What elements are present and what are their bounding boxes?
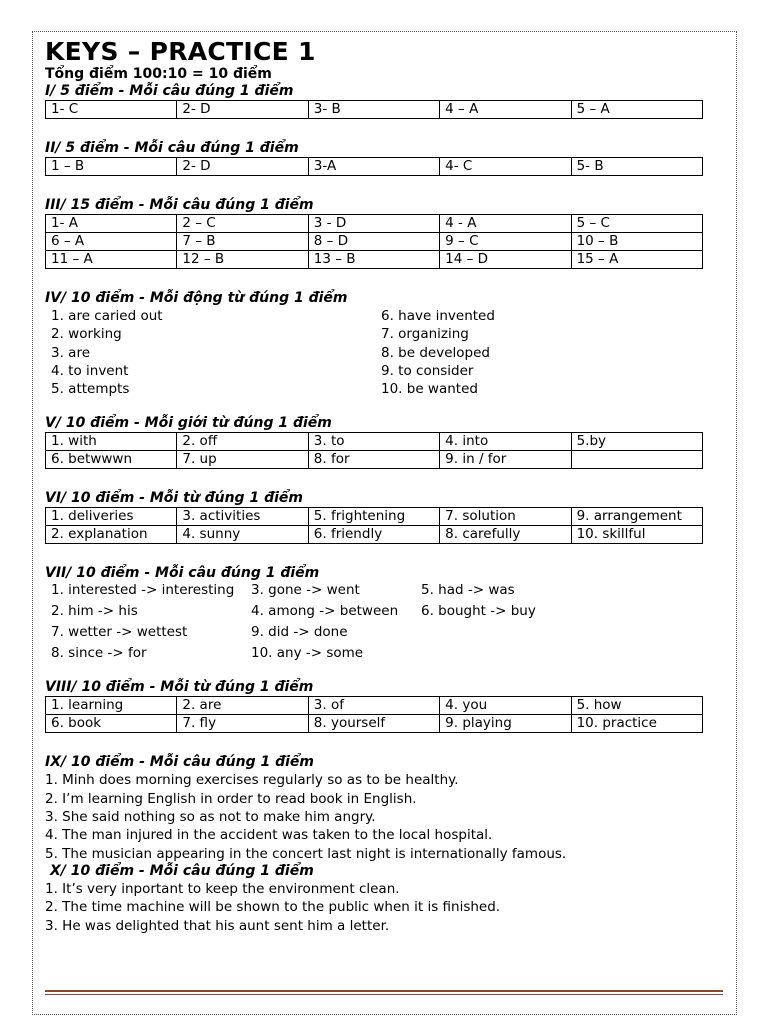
answer-cell: 9. playing — [440, 715, 571, 733]
answer-cell: 11 – A — [46, 251, 177, 269]
section-2-heading: II/ 5 điểm - Mỗi câu đúng 1 điểm — [45, 140, 299, 156]
list-item: 10. any -> some — [251, 645, 364, 662]
answer-cell: 10. practice — [571, 715, 702, 733]
list-item: 7. wetter -> wettest — [51, 624, 188, 641]
list-item: 3. gone -> went — [251, 582, 360, 599]
answer-cell: 10 – B — [571, 233, 702, 251]
answer-cell: 13 – B — [308, 251, 439, 269]
answer-cell: 3 - D — [308, 215, 439, 233]
answer-cell: 4. into — [440, 433, 571, 451]
answer-cell: 1. learning — [46, 697, 177, 715]
list-item — [421, 645, 621, 662]
list-item — [421, 624, 621, 641]
answer-cell: 4. you — [440, 697, 571, 715]
list-item: 6. bought -> buy — [421, 603, 536, 620]
answer-cell: 5 – C — [571, 215, 702, 233]
answer-cell: 1. with — [46, 433, 177, 451]
list-item: 1. are caried out — [51, 308, 163, 324]
list-item: 7. organizing — [381, 326, 469, 343]
list-item: 1. Minh does morning exercises regularly so as to be healthy. — [45, 772, 459, 789]
section-9-answers — [45, 771, 705, 862]
answer-cell: 1- C — [46, 101, 177, 119]
answer-cell: 4. sunny — [177, 526, 308, 544]
answer-cell: 8. yourself — [308, 715, 439, 733]
answer-cell: 4 – A — [440, 101, 571, 119]
answer-cell: 2 – C — [177, 215, 308, 233]
table-row — [46, 233, 703, 251]
section-5-table — [45, 432, 703, 469]
answer-cell: 7. fly — [177, 715, 308, 733]
section-6-table — [45, 507, 703, 544]
list-item: 5. had -> was — [421, 582, 515, 599]
answer-cell: 2. explanation — [46, 526, 177, 544]
answer-cell: 7 – B — [177, 233, 308, 251]
table-row — [46, 101, 703, 119]
list-item: 6. have invented — [381, 308, 495, 324]
table-row — [46, 215, 703, 233]
list-item: 1. interested -> interesting — [51, 582, 235, 599]
list-item: 2. The time machine will be shown to the public when it is finished. — [45, 899, 501, 916]
answer-cell: 6. betwwwn — [46, 451, 177, 469]
answer-cell: 3. of — [308, 697, 439, 715]
list-item: 4. to invent — [51, 362, 129, 379]
list-item: 9. did -> done — [251, 624, 348, 641]
list-item: 5. The musician appearing in the concert last night is internationally famous. — [45, 845, 567, 862]
answer-cell: 5- B — [571, 158, 702, 176]
answer-cell: 9 – C — [440, 233, 571, 251]
footer-divider — [45, 990, 723, 995]
table-row — [46, 526, 703, 544]
section-4-heading: IV/ 10 điểm - Mỗi động từ đúng 1 điểm — [45, 290, 348, 306]
answer-key-page — [32, 31, 737, 1015]
answer-key-content — [45, 38, 705, 935]
answer-cell: 8 – D — [308, 233, 439, 251]
list-item: 2. working — [51, 326, 122, 343]
answer-cell: 2. are — [177, 697, 308, 715]
section-2-table — [45, 157, 703, 176]
list-item: 4. among -> between — [251, 603, 399, 620]
section-10-answers — [45, 880, 705, 935]
answer-cell: 14 – D — [440, 251, 571, 269]
answer-cell: 3. to — [308, 433, 439, 451]
list-item: 4. The man injured in the accident was taken to the local hospital. — [45, 827, 493, 844]
table-row — [46, 433, 703, 451]
list-item: 1. It’s very inportant to keep the environment clean. — [45, 880, 400, 897]
section-4-answers — [45, 307, 705, 398]
answer-cell: 2- D — [177, 101, 308, 119]
section-5-heading: V/ 10 điểm - Mỗi giới từ đúng 1 điểm — [45, 415, 332, 432]
total-score-note: Tổng điểm 100:10 = 10 điểm — [45, 66, 272, 82]
table-row — [46, 451, 703, 469]
answer-cell: 8. carefully — [440, 526, 571, 544]
answer-cell: 1- A — [46, 215, 177, 233]
answer-cell: 2. off — [177, 433, 308, 451]
answer-cell: 15 – A — [571, 251, 702, 269]
answer-cell: 6. book — [46, 715, 177, 733]
answer-cell: 7. up — [177, 451, 308, 469]
page-title: KEYS – PRACTICE 1 — [45, 37, 316, 66]
section-1-table — [45, 100, 703, 119]
answer-cell: 9. in / for — [440, 451, 571, 469]
table-row — [46, 158, 703, 176]
answer-cell: 7. solution — [440, 508, 571, 526]
section-10-heading: X/ 10 điểm - Mỗi câu đúng 1 điểm — [50, 862, 314, 879]
table-row — [46, 508, 703, 526]
list-item: 3. She said nothing so as not to make him angry. — [45, 809, 376, 826]
section-9-heading: IX/ 10 điểm - Mỗi câu đúng 1 điểm — [45, 754, 314, 771]
table-row — [46, 715, 703, 733]
list-item: 9. to consider — [381, 362, 474, 379]
list-item: 3. He was delighted that his aunt sent him a letter. — [45, 917, 390, 934]
answer-cell: 5. how — [571, 697, 702, 715]
answer-cell: 1. deliveries — [46, 508, 177, 526]
section-8-heading: VIII/ 10 điểm - Mỗi từ đúng 1 điểm — [45, 679, 314, 696]
answer-cell: 4 - A — [440, 215, 571, 233]
answer-cell: 8. for — [308, 451, 439, 469]
section-1-heading: I/ 5 điểm - Mỗi câu đúng 1 điểm — [45, 83, 294, 99]
answer-cell: 4- C — [440, 158, 571, 176]
section-7-answers — [45, 582, 705, 662]
table-row — [46, 251, 703, 269]
list-item: 8. since -> for — [51, 645, 147, 662]
list-item: 2. him -> his — [51, 603, 138, 620]
list-item: 2. I’m learning English in order to read book in English. — [45, 790, 417, 807]
answer-cell: 2- D — [177, 158, 308, 176]
answer-cell: 5. frightening — [308, 508, 439, 526]
answer-cell: 6. friendly — [308, 526, 439, 544]
answer-cell: 10. skillful — [571, 526, 702, 544]
answer-cell: 9. arrangement — [571, 508, 702, 526]
answer-cell: 1 – B — [46, 158, 177, 176]
section-8-table — [45, 696, 703, 733]
table-row — [46, 697, 703, 715]
answer-cell: 3-A — [308, 158, 439, 176]
answer-cell: 3- B — [308, 101, 439, 119]
answer-cell: 5 – A — [571, 101, 702, 119]
answer-cell: 5.by — [571, 433, 702, 451]
answer-cell — [571, 451, 702, 469]
list-item: 5. attempts — [51, 381, 130, 398]
answer-cell: 3. activities — [177, 508, 308, 526]
list-item: 8. be developed — [381, 344, 490, 361]
answer-cell: 6 – A — [46, 233, 177, 251]
list-item: 3. are — [51, 344, 91, 361]
answer-cell: 12 – B — [177, 251, 308, 269]
section-3-heading: III/ 15 điểm - Mỗi câu đúng 1 điểm — [45, 197, 314, 213]
section-7-heading: VII/ 10 điểm - Mỗi câu đúng 1 điểm — [45, 565, 320, 582]
section-3-table — [45, 214, 703, 269]
list-item: 10. be wanted — [381, 381, 478, 398]
section-6-heading: VI/ 10 điểm - Mỗi từ đúng 1 điểm — [45, 490, 303, 507]
